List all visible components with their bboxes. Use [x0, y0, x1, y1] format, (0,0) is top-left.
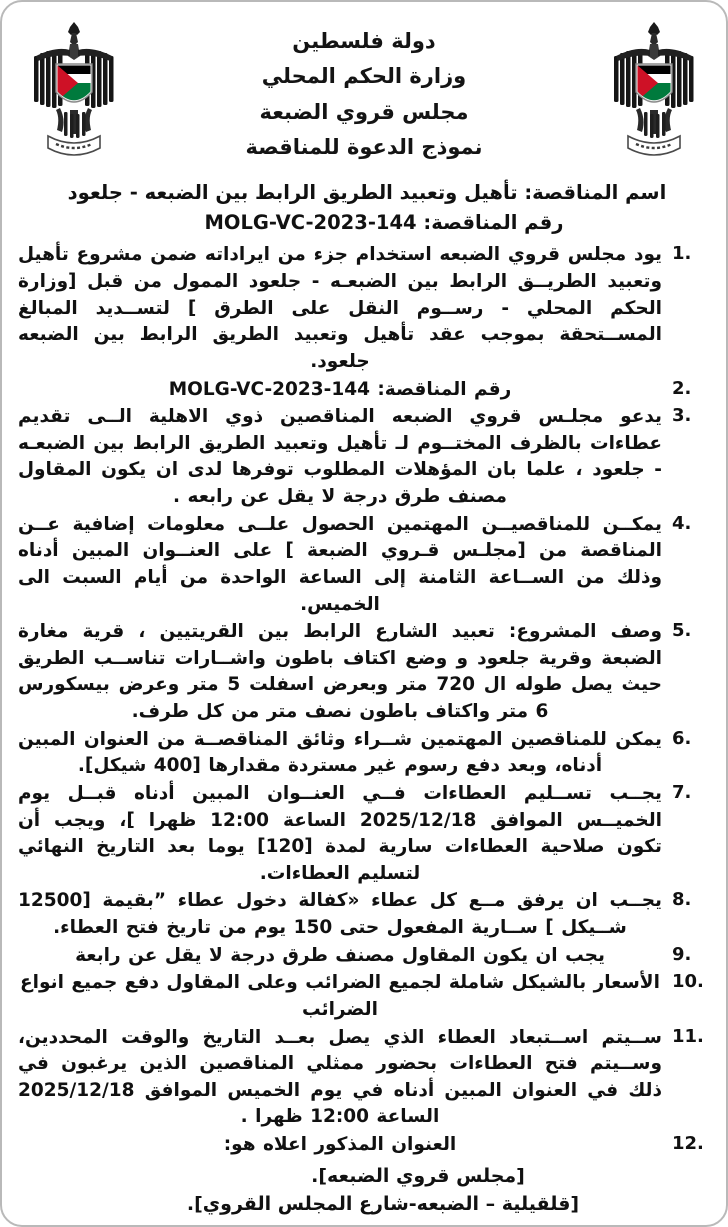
address-line-council: [مجلس قروي الضبعه]. — [311, 1164, 525, 1187]
clause-item — [18, 404, 710, 511]
clause-item — [18, 1132, 710, 1159]
clause-number: 11. — [672, 1025, 704, 1047]
clause-text: العنوان المذكور اعلاه هو: — [223, 1134, 457, 1156]
header-title-block — [122, 16, 606, 163]
clause-text: وصف المشروع: تعبيد الشارع الرابط بين القريتيين ، قرية مغارة الضبعة وقرية جلعود و وضع اكتاف باطون واشــارات تناســب الطريق حيث يصل طوله ال 720 متر وبعرض اسفلت 5 متر وعرض بيسكورس 6 متر واكتاف باطون نصف متر من كل طرف. — [18, 621, 662, 723]
clause-item — [18, 512, 710, 619]
clause-text: يود مجلس قروي الضبعه استخدام جزء من ايراداته ضمن مشروع تأهيل وتعبيد الطريــق الرابط بين الضبعـه - جلعود الممول من قبل [وزارة الحكم المحلي - رســوم النقل على الطرق ] لتســديد المبالغ المســتحقة بموجب عقد تأهيل وتعبيد الطريق الرابط بين الضبعه جلعود. — [18, 244, 662, 372]
clause-item — [18, 727, 710, 780]
clause-item — [18, 377, 710, 404]
clause-number: 10. — [672, 971, 704, 993]
tender-number — [22, 207, 706, 238]
clause-text: يجب ان يكون المقاول مصنف طرق درجة لا يقل عن رابعة — [75, 944, 605, 966]
address-block — [16, 1162, 712, 1219]
header-line-form: نموذج الدعوة للمناقصة — [245, 135, 483, 160]
clause-number: 5. — [672, 620, 692, 642]
clause-number: 1. — [672, 243, 692, 265]
clause-text: يمكن للمناقصين المهتمين شــراء وثائق المناقصــة من العنوان المبين أدناه، وبعد دفع رسوم غير مستردة مقدارها [400 شيكل]. — [18, 728, 662, 777]
clause-number: 7. — [672, 781, 692, 803]
clause-number: 8. — [672, 889, 692, 911]
palestine-coat-of-arms-icon-left — [26, 16, 122, 168]
tender-name: اسم المناقصة: تأهيل وتعبيد الطريق الرابط بين الضبعه - جلعود — [67, 181, 667, 204]
clause-item — [18, 781, 710, 888]
header-line-council: مجلس قروي الضبعة — [259, 99, 469, 124]
clause-number: 4. — [672, 512, 692, 534]
tender-identification — [22, 178, 706, 238]
clause-number: 9. — [672, 943, 692, 965]
clause-text: رقم المناقصة: MOLG-VC-2023-144 — [168, 378, 512, 400]
clause-text: ســيتم اســتبعاد العطاء الذي يصل بعــد التاريخ والوقت المحددين، وســيتم فتح العطاءات بحضور ممثلي المناقصين الذين يرغبون في ذلك في العنوان المبين أدناه في يوم الخميس الموافق 2025/12/18 الساعة 12:00 ظهرا . — [18, 1026, 662, 1128]
address-line-street: [قلقيلية – الضبعه-شارع المجلس القروي]. — [186, 1193, 580, 1216]
tender-number-label: رقم المناقصة: — [423, 211, 564, 235]
clause-text: يدعو مجلـس قروي الضبعه المناقصين ذوي الاهلية الــى تقديم عطاءات بالظرف المختــوم لـ تأهيل وتعبيد الطريق الرابط بين الضبعـه - جلعود ، علما بان المؤهلات المطلوب توفرها لدى ان يكون المقاول مصنف طرق درجة لا يقل عن رابعه . — [18, 406, 662, 508]
header-line-state: دولة فلسطين — [292, 29, 436, 53]
document-header — [16, 12, 712, 176]
clause-item — [18, 943, 710, 970]
clause-number: 3. — [672, 405, 692, 427]
clause-item — [18, 888, 710, 941]
clause-number: 6. — [672, 727, 692, 749]
clause-text: يجــب ان يرفق مــع كل عطاء «كفالة دخول عطاء ”بقيمة [12500 شــيكل ] ســارية المفعول حتى 150 يوم من تاريخ فتح العطاء. — [18, 890, 662, 939]
clause-item — [18, 619, 710, 726]
clause-list — [18, 242, 710, 1158]
clause-item — [18, 970, 710, 1023]
tender-number-value: MOLG-VC-2023-144 — [204, 211, 417, 235]
header-line-ministry: وزارة الحكم المحلي — [261, 64, 467, 89]
clause-text: يمكــن للمناقصيــن المهتمين الحصول علــى معلومات إضافية عــن المناقصة من [مجلـس قـروي الضبعة ] على العنــوان المبين أدناه وذلك من الســاعة الثامنة إلى الساعة الواحدة من أيام السبت الى الخميس. — [18, 513, 662, 615]
clause-item — [18, 242, 710, 375]
clause-number: 2. — [672, 377, 692, 399]
palestine-coat-of-arms-icon-right — [606, 16, 702, 168]
clause-number: 12. — [672, 1133, 704, 1155]
clause-item — [18, 1025, 710, 1132]
clause-text: الأسعار بالشيكل شاملة لجميع الضرائب وعلى المقاول دفع جميع انواع الضرائب — [20, 972, 660, 1020]
clause-text: يجــب تســليم العطاءات فــي العنــوان المبين أدناه قبــل يوم الخميــس الموافق 2025/12/18 الساعة 12:00 ظهرا ]، ويجب أن تكون صلاحية العطاءات سارية لمدة [120] يوما بعد التاريخ النهائي لتسليم العطاءات. — [18, 782, 662, 884]
